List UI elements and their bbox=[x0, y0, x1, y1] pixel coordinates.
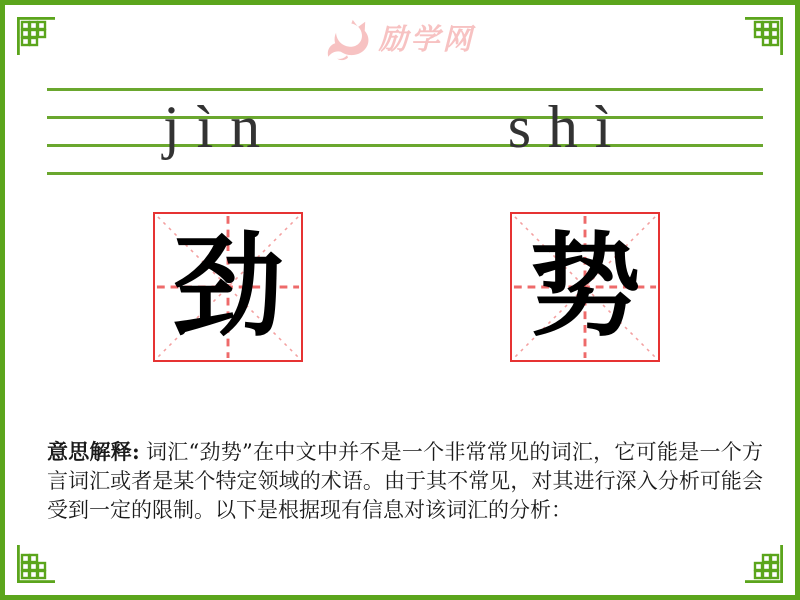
definition-body: 词汇“劲势”在中文中并不是一个非常常见的词汇，它可能是一个方言词汇或者是某个特定领域的术语。由于其不常见，对其进行深入分析可能会受到一定的限制。以下是根据现有信息对该词汇的分析： bbox=[47, 440, 763, 522]
pinyin-word-shi: shì bbox=[507, 94, 629, 160]
hanzi-jin: 劲 bbox=[172, 222, 284, 352]
definition-paragraph bbox=[47, 437, 763, 525]
frame-corner-ornament-icon bbox=[742, 542, 790, 590]
character-box-shi bbox=[510, 212, 660, 362]
frame-corner-ornament-icon bbox=[10, 542, 58, 590]
pinyin-guide-line bbox=[47, 172, 763, 175]
character-box-jin bbox=[153, 212, 303, 362]
swoosh-flame-icon bbox=[325, 17, 371, 61]
hanzi-shi: 势 bbox=[529, 222, 641, 352]
pinyin-guide-line bbox=[47, 88, 763, 91]
definition-label: 意思解释: bbox=[47, 439, 140, 464]
site-watermark-logo bbox=[5, 17, 795, 61]
pinyin-word-jin: jìn bbox=[163, 94, 277, 160]
site-name: 励学网 bbox=[378, 22, 475, 56]
